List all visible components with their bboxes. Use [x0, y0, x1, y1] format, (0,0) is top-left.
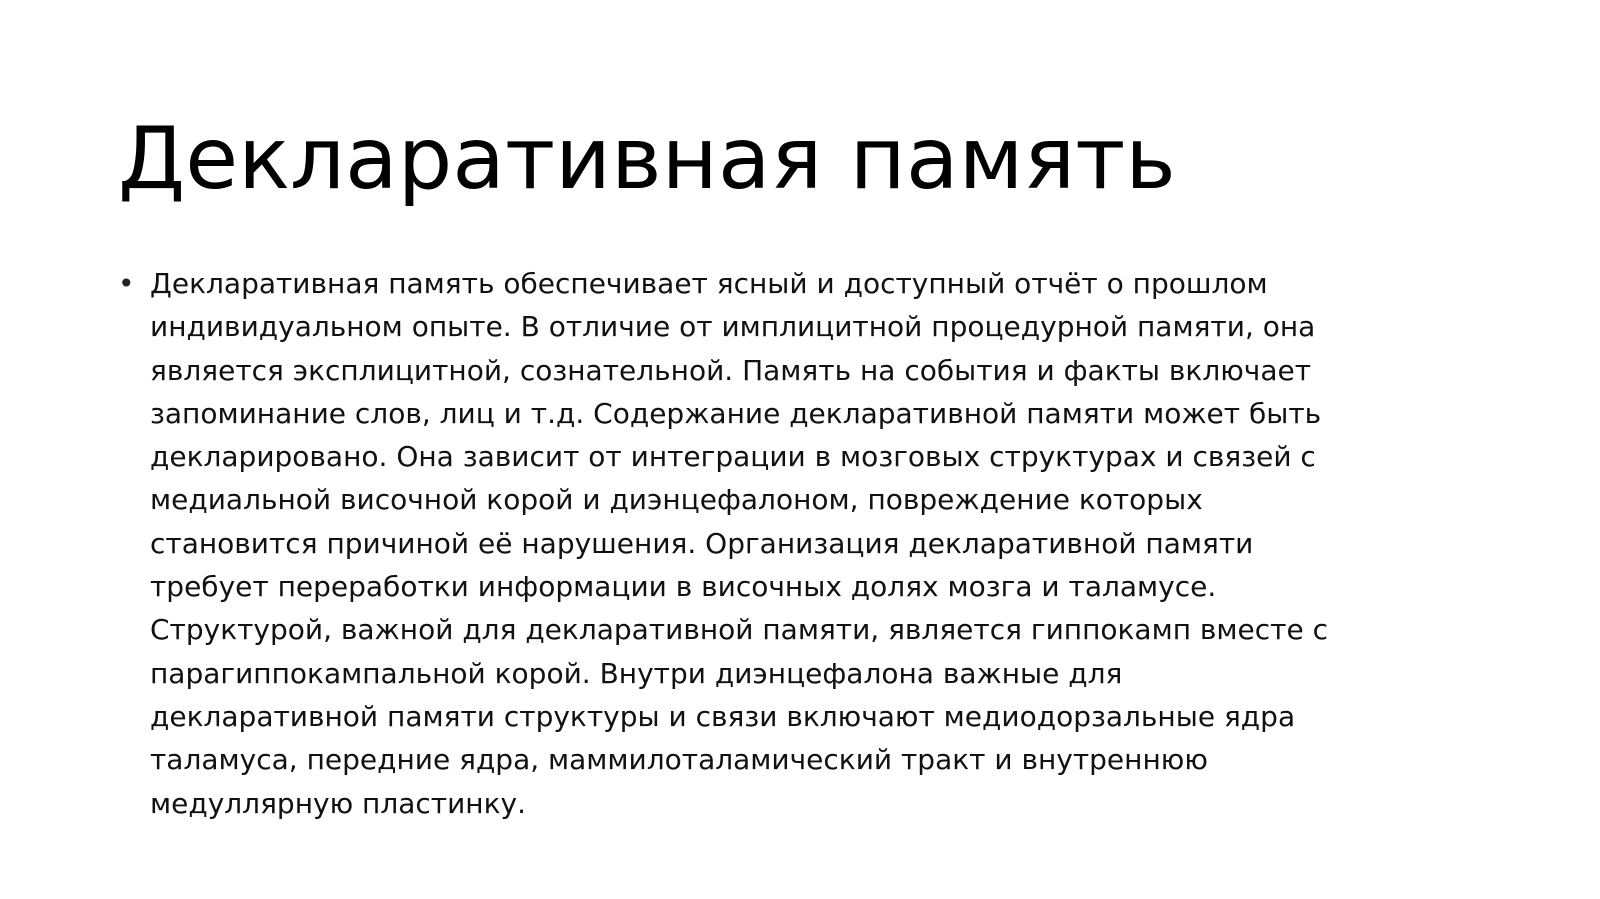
bullet-text-line: является эксплицитной, сознательной. Память на события и факты включает — [150, 353, 1312, 387]
bullet-text-line: становится причиной её нарушения. Организация декларативной памяти — [150, 526, 1254, 560]
bullet-text-line: медуллярную пластинку. — [150, 786, 526, 820]
bullet-list — [116, 262, 1476, 825]
bullet-text-line: Декларативная память обеспечивает ясный и доступный отчёт о прошлом — [150, 267, 1268, 300]
bullet-text-line: индивидуальном опыте. В отличие от имплицитной процедурной памяти, она — [150, 310, 1316, 344]
bullet-text-line: медиальной височной корой и диэнцефалоном, повреждение которых — [150, 483, 1203, 517]
slide-title: Декларативная память — [118, 109, 1176, 209]
bullet-text-line: таламуса, передние ядра, маммилоталамический тракт и внутреннюю — [150, 743, 1208, 777]
bullet-text-line: парагиппокампальной корой. Внутри диэнцефалона важные для — [150, 656, 1123, 690]
bullet-text-line: требует переработки информации в височных долях мозга и таламусе. — [150, 570, 1217, 604]
bullet-item — [116, 262, 1476, 825]
bullet-text-line: запоминание слов, лиц и т.д. Содержание декларативной памяти может быть — [150, 396, 1322, 430]
bullet-text-line: Структурой, важной для декларативной памяти, является гиппокамп вместе с — [150, 613, 1328, 647]
bullet-text-line: декларировано. Она зависит от интеграции в мозговых структурах и связей с — [150, 440, 1316, 474]
bullet-text-line: декларативной памяти структуры и связи включают медиодорзальные ядра — [150, 699, 1296, 733]
bullet-marker-icon: • — [118, 267, 135, 300]
